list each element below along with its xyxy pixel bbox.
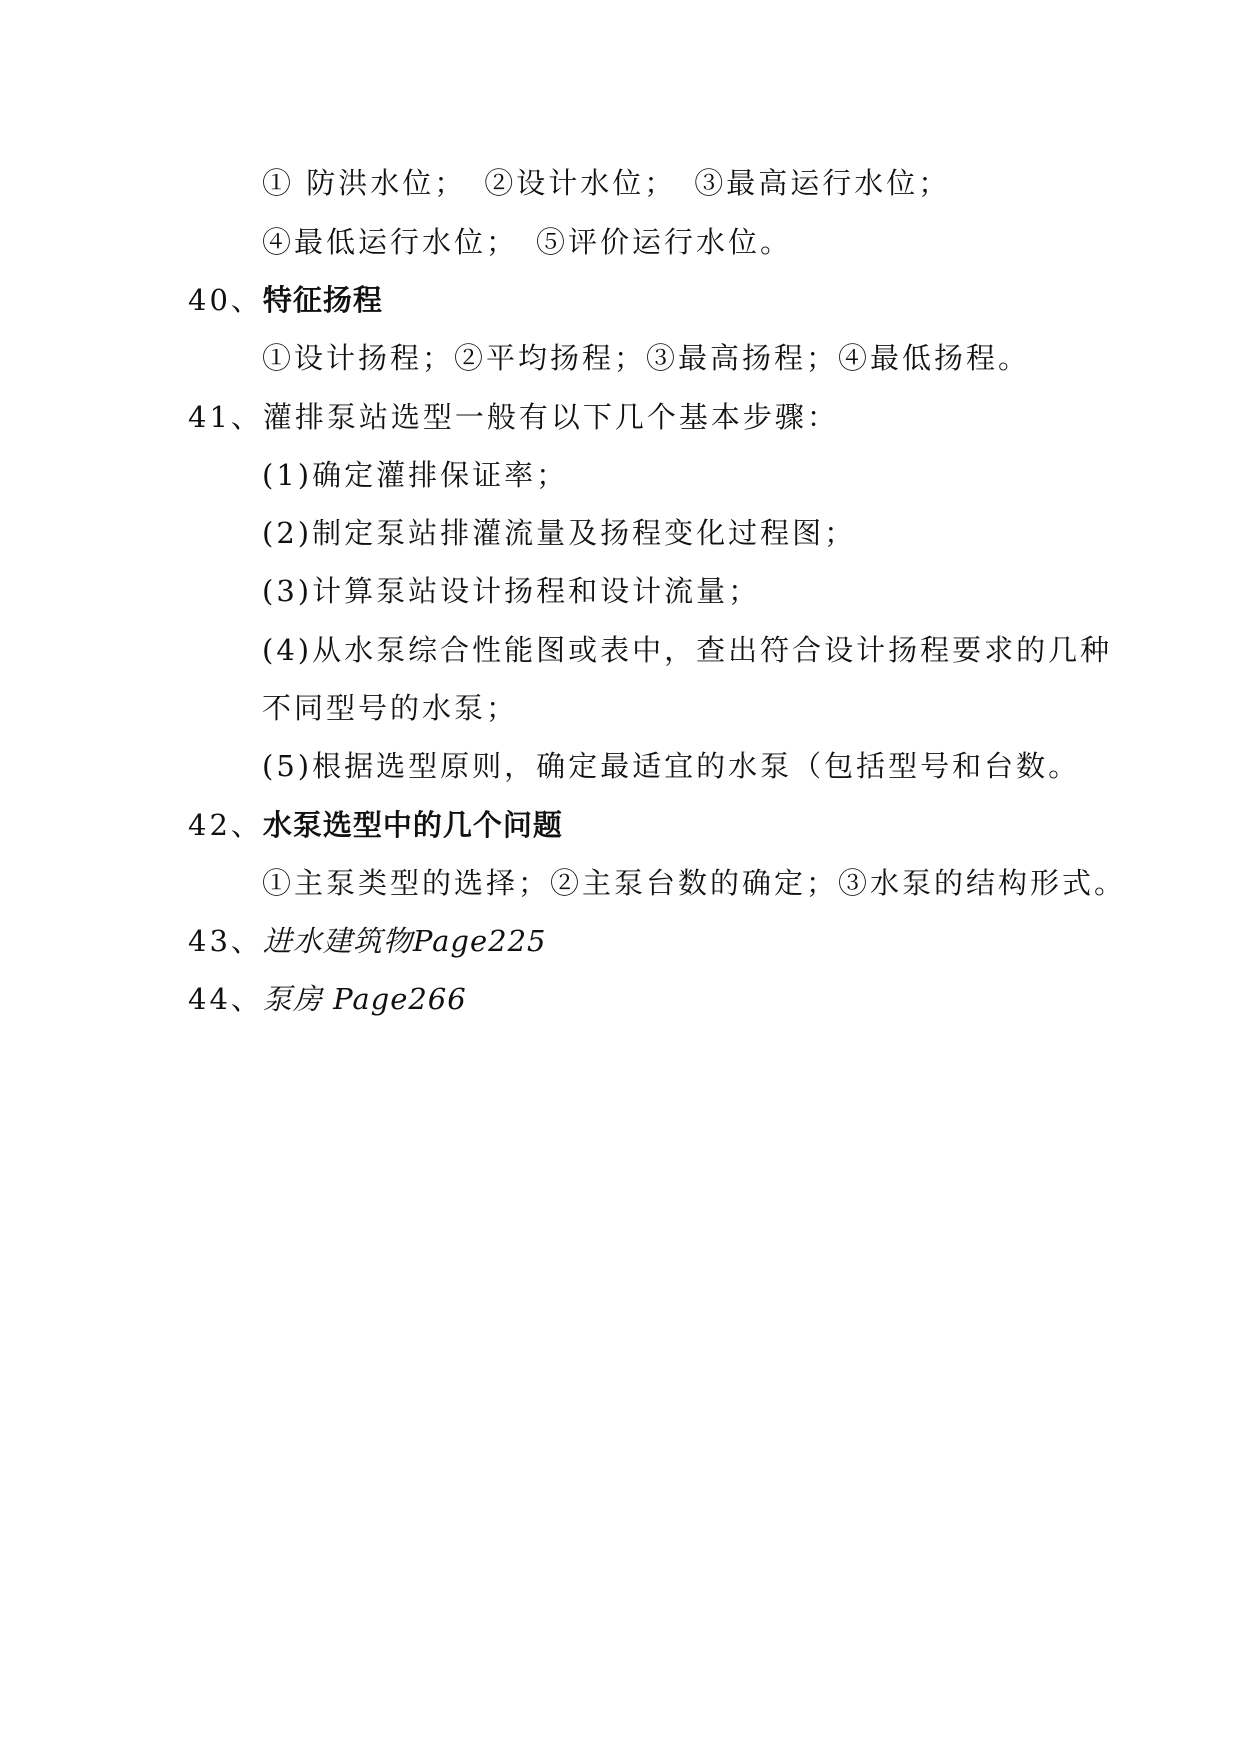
heading-41: [188, 397, 839, 437]
water-level-line-2: [262, 222, 792, 262]
heading-42: [188, 805, 563, 845]
item-eval-level: ⑤评价运行水位。: [536, 225, 793, 259]
step-4-line-1: (4)从水泵综合性能图或表中，查出符合设计扬程要求的几种: [262, 633, 1113, 667]
heading-40-title: 特征扬程: [262, 283, 383, 317]
heading-44: [188, 979, 467, 1019]
step-4-line-2: 不同型号的水泵；: [262, 691, 519, 725]
heading-40-number: 40、: [188, 283, 263, 317]
lift-types-line: ①设计扬程；②平均扬程；③最高扬程；④最低扬程。: [262, 341, 1031, 375]
step-5: (5)根据选型原则，确定最适宜的水泵（包括型号和台数。: [262, 749, 1081, 783]
heading-43-number: 43、: [188, 924, 263, 958]
heading-42-number: 42、: [188, 808, 263, 842]
step-1: (1)确定灌排保证率；: [262, 458, 569, 492]
heading-43-text: 进水建筑物Page225: [262, 924, 547, 958]
selection-issues-line: ①主泵类型的选择；②主泵台数的确定；③水泵的结构形式。: [262, 866, 1127, 900]
heading-43: [188, 921, 546, 961]
heading-42-title: 水泵选型中的几个问题: [262, 808, 563, 842]
item-min-level: ④最低运行水位；: [262, 225, 519, 259]
item-max-level: ③最高运行水位；: [694, 166, 951, 200]
heading-44-number: 44、: [188, 982, 263, 1016]
heading-40: [188, 280, 383, 320]
item-flood-level: ① 防洪水位；: [262, 166, 467, 200]
step-2: (2)制定泵站排灌流量及扬程变化过程图；: [262, 516, 857, 550]
heading-41-text: 灌排泵站选型一般有以下几个基本步骤：: [262, 400, 839, 434]
step-3: (3)计算泵站设计扬程和设计流量；: [262, 574, 761, 608]
heading-41-number: 41、: [188, 400, 263, 434]
heading-44-text: 泵房 Page266: [262, 982, 467, 1016]
item-design-level: ②设计水位；: [484, 166, 677, 200]
water-level-line-1: [262, 163, 950, 203]
